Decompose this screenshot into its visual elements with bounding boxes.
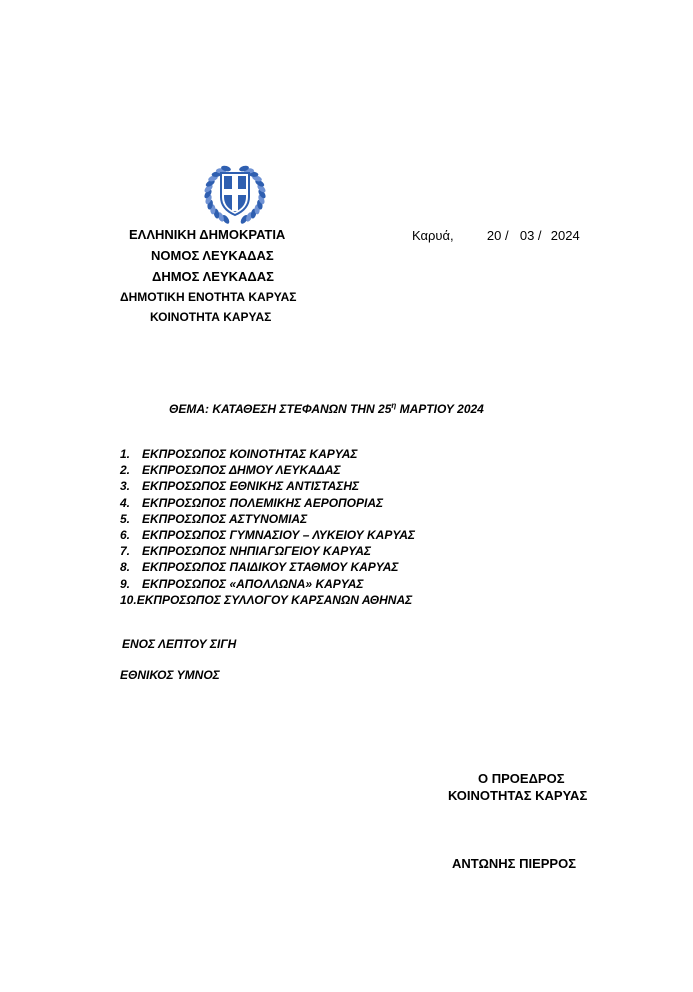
list-item-text: ΕΚΠΡΟΣΩΠΟΣ ΑΣΤΥΝΟΜΙΑΣ <box>142 511 308 526</box>
subject-suffix: ΜΑΡΤΙΟΥ 2024 <box>396 402 484 416</box>
list-item-number: 5. <box>120 511 131 526</box>
list-item-text: ΕΚΠΡΟΣΩΠΟΣ ΚΟΙΝΟΤΗΤΑΣ ΚΑΡΥΑΣ <box>142 447 358 461</box>
list-item-number: 9. <box>120 576 131 591</box>
list-item-text: ΕΚΠΡΟΣΩΠΟΣ ΝΗΠΙΑΓΩΓΕΙΟΥ ΚΑΡΥΑΣ <box>142 544 371 559</box>
list-item <box>120 559 415 575</box>
list-item <box>120 576 415 592</box>
subject-line <box>169 401 484 416</box>
signature-name: ΑΝΤΩΝΗΣ ΠΙΕΡΡΟΣ <box>452 856 577 871</box>
signature-office: ΚΟΙΝΟΤΗΤΑΣ ΚΑΡΥΑΣ <box>448 788 588 803</box>
list-item <box>120 446 415 462</box>
list-item-text: ΕΚΠΡΟΣΩΠΟΣ ΔΗΜΟΥ ΛΕΥΚΑΔΑΣ <box>142 463 341 478</box>
header-line-prefecture: ΝΟΜΟΣ ΛΕΥΚΑΔΑΣ <box>151 248 274 263</box>
list-item-number: 7. <box>120 544 131 559</box>
list-item-text: ΕΚΠΡΟΣΩΠΟΣ ΕΘΝΙΚΗΣ ΑΝΤΙΣΤΑΣΗΣ <box>142 479 360 494</box>
date-month: 03 / <box>519 228 542 243</box>
list-item <box>120 462 415 478</box>
list-item-number: 8. <box>120 560 131 575</box>
list-item-number: 3. <box>120 479 131 494</box>
subject-text: ΘΕΜΑ: ΚΑΤΑΘΕΣΗ ΣΤΕΦΑΝΩΝ ΤΗΝ 25 <box>169 402 392 416</box>
list-item <box>120 511 415 527</box>
list-item-text: ΕΚΠΡΟΣΩΠΟΣ ΠΑΙΔΙΚΟΥ ΣΤΑΘΜΟΥ ΚΑΡΥΑΣ <box>142 560 399 575</box>
list-item <box>120 527 415 543</box>
list-item-number: 4. <box>120 495 131 510</box>
date-place: Καρυά, <box>412 228 454 243</box>
greek-coat-of-arms-icon <box>203 161 267 225</box>
list-item-number: 6. <box>120 527 131 542</box>
list-item-text: ΕΚΠΡΟΣΩΠΟΣ ΣΥΛΛΟΓΟΥ ΚΑΡΣΑΝΩΝ ΑΘΗΝΑΣ <box>136 592 413 607</box>
signature-title: Ο ΠΡΟΕΔΡΟΣ <box>478 771 565 786</box>
header-line-municipality: ΔΗΜΟΣ ΛΕΥΚΑΔΑΣ <box>152 269 274 284</box>
document-date <box>412 228 580 243</box>
wreath-list <box>120 446 415 608</box>
list-item <box>120 495 415 511</box>
cross-horizontal <box>224 189 246 195</box>
list-item-number: 1. <box>120 447 131 461</box>
header-line-community: ΚΟΙΝΟΤΗΤΑ ΚΑΡΥΑΣ <box>150 310 272 324</box>
list-item <box>120 543 415 559</box>
list-item-number: 2. <box>120 463 131 478</box>
list-item-text: ΕΚΠΡΟΣΩΠΟΣ ΠΟΛΕΜΙΚΗΣ ΑΕΡΟΠΟΡΙΑΣ <box>142 495 384 510</box>
header-line-unit: ΔΗΜΟΤΙΚΗ ΕΝΟΤΗΤΑ ΚΑΡΥΑΣ <box>120 290 297 304</box>
date-year: 2024 <box>550 228 580 243</box>
note-anthem: ΕΘΝΙΚΟΣ ΥΜΝΟΣ <box>120 668 220 682</box>
list-item-text: ΕΚΠΡΟΣΩΠΟΣ ΓΥΜΝΑΣΙΟΥ – ΛΥΚΕΙΟΥ ΚΑΡΥΑΣ <box>142 527 416 542</box>
date-day: 20 / <box>486 228 509 243</box>
list-item <box>120 592 415 608</box>
list-item <box>120 478 415 494</box>
subject-superscript: η <box>391 401 397 410</box>
note-silence: ΕΝΟΣ ΛΕΠΤΟΥ ΣΙΓΗ <box>122 637 237 651</box>
list-item-text: ΕΚΠΡΟΣΩΠΟΣ «ΑΠΟΛΛΩΝΑ» ΚΑΡΥΑΣ <box>142 576 364 591</box>
header-line-republic: ΕΛΛΗΝΙΚΗ ΔΗΜΟΚΡΑΤΙΑ <box>129 227 286 242</box>
list-item-number: 10. <box>120 592 137 607</box>
